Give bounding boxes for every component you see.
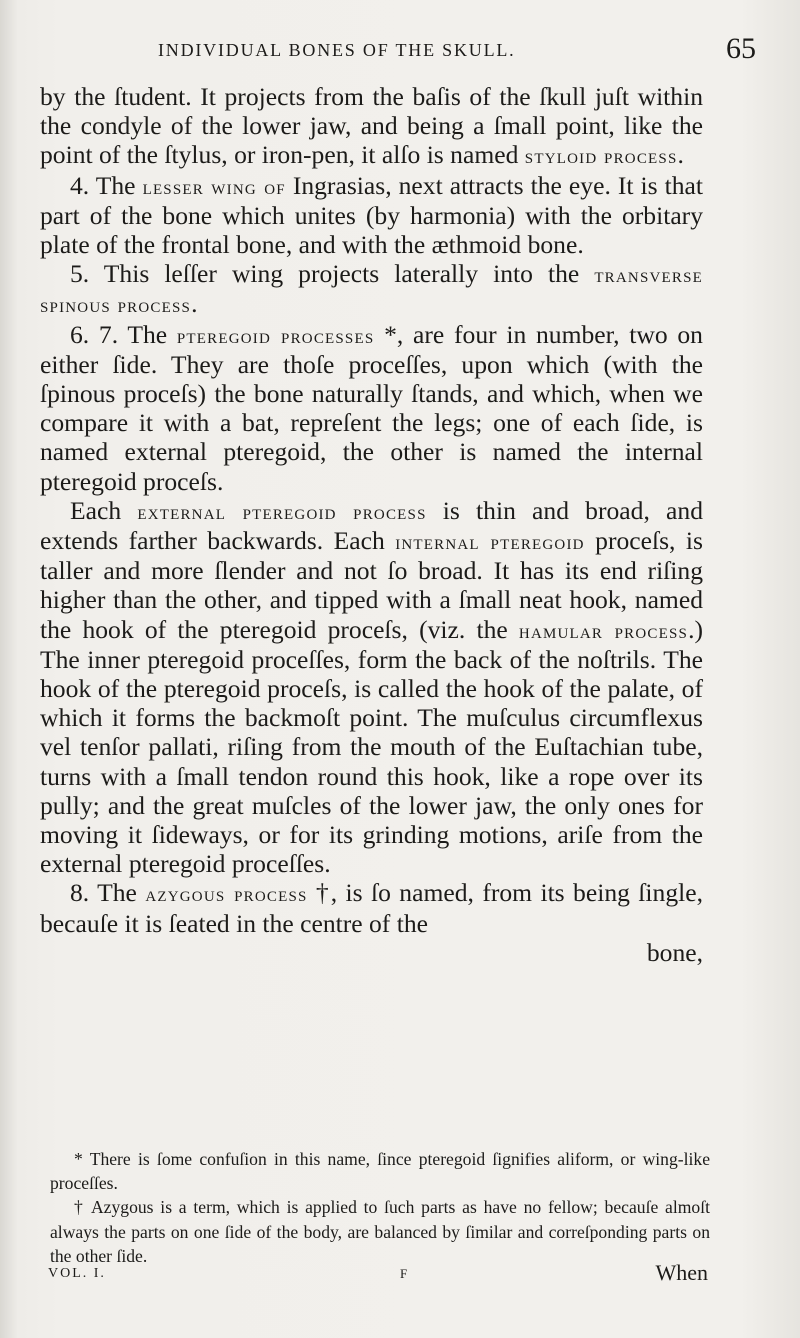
paragraph-azygous xyxy=(40,878,703,937)
paragraph-styloid xyxy=(40,82,703,171)
paragraph-transverse xyxy=(40,259,703,319)
paragraph-external-internal xyxy=(40,496,703,879)
text-run: .) The inner pteregoid proceſſes, form the back of the noſtrils. The hook of the pteregoid proceſs, is called the hook of the palate, of which it forms the backmoſt point. The muſculus circumflexus vel tenſor pallati, riſing from the mouth of the Euſtachian tube, turns with a ſmall tendon round this hook, like a rope over its pully; and the great muſcles of the lower jaw, the only ones for moving it ſideways, or for its grinding motions, ariſe from the external pteregoid proceſſes. xyxy=(40,614,703,879)
text-run: proceſs, is taller and more ſlender and not ſo broad. It has its end riſing higher than the other, and tipped with a ſmall neat hook, named the hook of the pteregoid proceſs, (viz. the xyxy=(40,526,703,644)
small-caps-term: styloid process xyxy=(524,143,678,169)
footnote-pteregoid: * There is ſome confuſion in this name, ſince pteregoid ſignifies aliform, or wing-like proceſſes. xyxy=(50,1149,710,1194)
small-caps-term: azygous process xyxy=(145,881,308,907)
page-header xyxy=(40,34,760,70)
catch-line: bone, xyxy=(646,937,703,967)
text-run: . xyxy=(191,289,198,319)
body-text xyxy=(40,82,703,967)
small-caps-term: hamular process xyxy=(518,617,689,643)
text-run: is thin and broad, and extends farther backwards. Each xyxy=(40,495,703,556)
small-caps-term: external pteregoid process xyxy=(137,498,427,524)
running-head: INDIVIDUAL BONES OF THE SKULL. xyxy=(158,40,516,60)
text-run: . xyxy=(677,140,684,170)
text-run: by the ſtudent. It projects from the baſis of the ſkull juſt within the condyle of the lower jaw, and being a ſmall point, like the point of the ſtylus, or iron-pen, it alſo is named xyxy=(40,82,703,170)
small-caps-term: transverse spinous process xyxy=(40,262,703,318)
text-run: 4. The xyxy=(70,170,143,200)
footnote-azygous: † Azygous is a term, which is applied to ſuch parts as have no fellow; becauſe almoſt always the parts on one ſide of the body, are balanced by ſimilar and correſponding parts on the other ſide. xyxy=(50,1197,710,1266)
text-run: Each xyxy=(70,495,138,525)
small-caps-term: lesser wing of xyxy=(142,173,286,199)
page-number: 65 xyxy=(726,32,756,65)
footnotes xyxy=(50,1147,710,1268)
text-run: 8. The xyxy=(70,878,146,908)
paragraph-lesser-wing xyxy=(40,171,703,260)
volume-signature: VOL. I. xyxy=(48,1266,106,1281)
text-run: Ingrasias, next attracts the eye. It is that part of the bone which unites (by harmonia) with the orbitary plate of the frontal bone, and with the æthmoid bone. xyxy=(40,170,703,260)
text-run: 5. This leſſer wing projects laterally into the xyxy=(70,259,595,289)
catchword: When xyxy=(655,1260,708,1285)
paragraph-pteregoid xyxy=(40,320,703,496)
small-caps-term: internal pteregoid xyxy=(395,529,585,555)
text-run: 6. 7. The xyxy=(70,319,177,349)
gathering-signature: F xyxy=(400,1266,408,1281)
small-caps-term: pteregoid processes xyxy=(176,322,375,348)
text-run: *, are four in number, two on either ſide. They are thoſe proceſſes, upon which (with the ſpinous proceſs) the bone naturally ſtands, and which, when we compare it with a bat, repreſent the legs; one of each ſide, is named external pteregoid, the other is named the internal pteregoid proceſs. xyxy=(40,319,703,496)
page-footer xyxy=(48,1262,708,1292)
text-run: †, is ſo named, from its being ſingle, becauſe it is ſeated in the centre of the xyxy=(40,878,703,938)
